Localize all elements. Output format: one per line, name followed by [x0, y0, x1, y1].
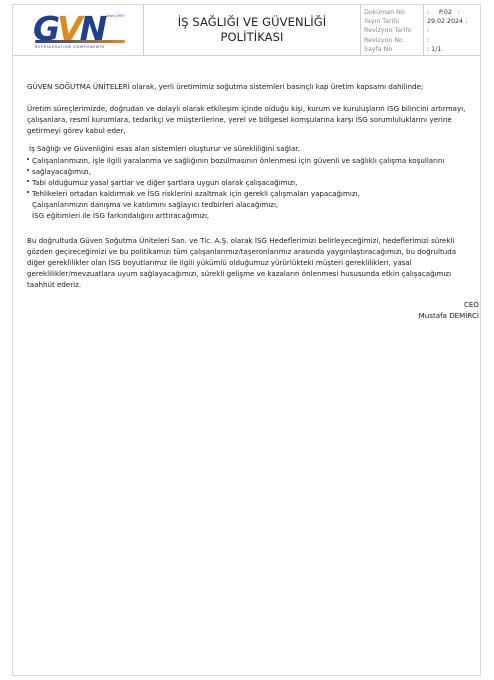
bullet-dot: [27, 191, 29, 193]
bullet-dot: [27, 158, 29, 160]
logo-since: since 1997: [105, 14, 124, 18]
meta-label-publish-date: Yayın Tarihi: [364, 18, 400, 26]
document-page: [12, 4, 481, 676]
title-cell: [144, 5, 361, 55]
list-item: Çalışanlarımızın danışma ve katılımını sağlayıcı tedbirleri alacağımızı,: [32, 200, 279, 209]
bullet-dot: [27, 169, 29, 171]
signature-role: CEO: [463, 300, 479, 309]
meta-values: [424, 5, 480, 55]
meta-value-page-no: : 1/1: [427, 45, 442, 53]
list-item: Tabi olduğumuz yasal şartlar ve diğer şartlara uygun olarak çalışacağımızı,: [32, 178, 298, 187]
logo-letter-g: G: [33, 9, 58, 48]
bullet-dot: [27, 180, 29, 182]
closing-paragraph: Bu doğrultuda Güven Soğutma Üniteleri San. ve Tic. A.Ş. olarak İSG Hedeflerimizi belirleyeceğimizi, hedeflerimizi sürekli gözden geçireceğimizi ve bu politikamızı tüm çalışanlarımız/taşeronlarımız arasında yaygınlaştıracağımızı, bu doğrultuda diğer gereklilikler olan İSG boyutlarımız ile ilgili yükümlü olduğumuz yürürlükteki müşteri gereklilikleri, yasal gereklilikler/mevzuatlara uyum sağlayacağımızı, sürekli gelişme ve kazaların önlenmesi hususunda etkin çalışacağımızı taahhüt ederiz.: [27, 236, 457, 289]
meta-value-document-no: : P.02 :: [427, 9, 460, 16]
meta-label-revision-no: Revizyon No: [364, 36, 403, 44]
meta-value-revision-date: :: [427, 27, 430, 35]
meta-value-revision-no: :: [427, 36, 430, 44]
logo-cell: [13, 5, 144, 55]
list-item: İSG eğitimleri ile İSG farkındalığını arttıracağımızı,: [32, 211, 210, 220]
title-line-1: İŞ SAĞLIĞI VE GÜVENLİĞİ: [177, 15, 327, 29]
document-title: [178, 15, 326, 45]
title-line-2: POLİTİKASI: [220, 30, 284, 44]
logo-letter-n: N: [79, 9, 105, 48]
meta-value-publish-date: 29.02.2024 :: [427, 18, 468, 26]
policy-bullet-list: [32, 155, 472, 221]
meta-label-page-no: Sayfa No: [364, 45, 393, 53]
logo-letter-v: V: [57, 9, 80, 48]
signature-name: Mustafa DEMİRCİ: [418, 311, 479, 320]
company-logo: [33, 11, 128, 51]
list-item: Çalışanlarımızın, işle ilgili yaralanma ve sağlığının bozulmasının önlenmesi için güvenli ve sağlıklı çalışma koşullarını sağlayacağımızı,: [32, 156, 445, 176]
document-header: [13, 5, 480, 56]
logo-subtitle: REFRIGERATION COMPONENTS: [35, 45, 106, 49]
system-paragraph: İş Sağlığı ve Güvenliğini esas alan sistemleri oluşturur ve sürekliliğini sağlar.: [29, 144, 300, 153]
meta-label-revision-date: Revizyon Tarihi: [364, 27, 412, 35]
meta-label-document-no: Doküman No: [364, 9, 405, 16]
list-item: Tehlikeleri ortadan kaldırmak ve İSG risklerini azaltmak için gerekli çalışmaları yapacağımızı,: [32, 189, 360, 198]
meta-labels: [361, 5, 424, 55]
intro-paragraph: GÜVEN SOĞUTMA ÜNİTELERİ olarak, yerli üretimimiz soğutma sistemleri basınçlı kap üretim kapsamı dahilinde;: [27, 82, 424, 91]
commitment-paragraph: Üretim süreçlerimizde, doğrudan ve dolaylı olarak etkileşim içinde olduğu kişi, kurum ve kuruluşların İSG bilincini artırmayı, çalışanlara, resmî kurumlara, tedarikçi ve müşterilerine, yerel ve bölgesel komşularına karşı İSG sorumluluklarını yerine getirmeyi görev kabul eder,: [27, 104, 466, 135]
logo-letters: [33, 11, 104, 47]
